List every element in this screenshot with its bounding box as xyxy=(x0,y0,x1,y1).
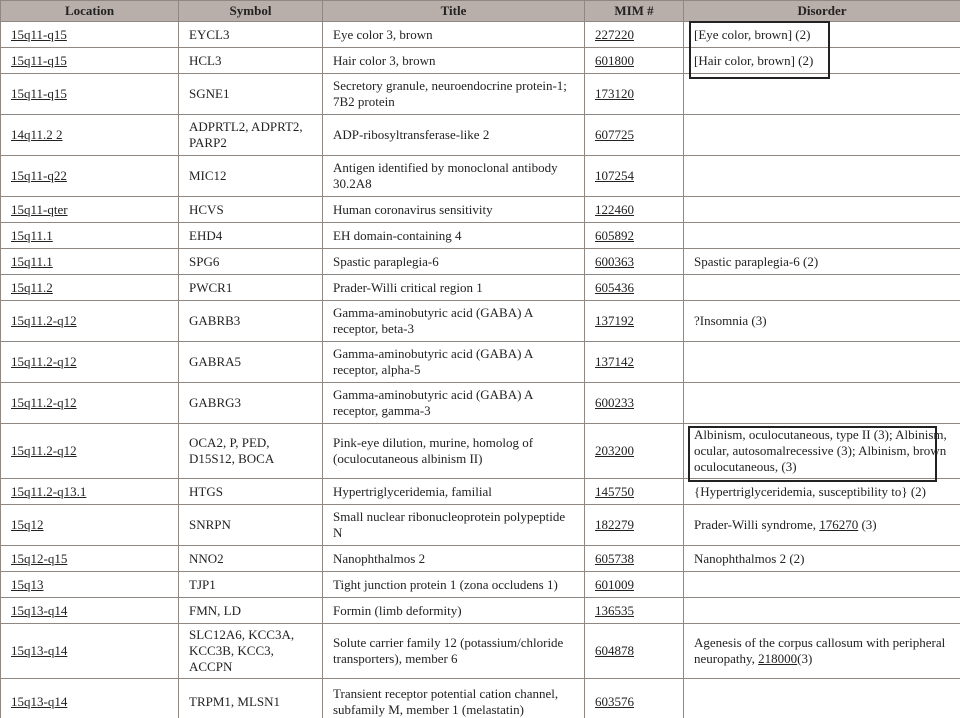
title-cell: Antigen identified by monoclonal antibody 30.2A8 xyxy=(323,156,585,197)
symbol-cell: FMN, LD xyxy=(179,598,323,624)
location-link[interactable]: 15q11-q22 xyxy=(1,156,179,197)
location-link[interactable]: 15q11.1 xyxy=(1,249,179,275)
symbol-cell: SNRPN xyxy=(179,505,323,546)
title-cell: Pink-eye dilution, murine, homolog of (oculocutaneous albinism II) xyxy=(323,424,585,479)
symbol-cell: GABRG3 xyxy=(179,383,323,424)
mim-link[interactable]: 227220 xyxy=(585,22,684,48)
location-link[interactable]: 15q11-q15 xyxy=(1,48,179,74)
symbol-cell: GABRA5 xyxy=(179,342,323,383)
table-row xyxy=(1,197,960,223)
symbol-cell: EHD4 xyxy=(179,223,323,249)
table-row xyxy=(1,275,960,301)
disorder-cell: [Hair color, brown] (2) xyxy=(684,48,960,74)
disorder-cell xyxy=(684,572,960,598)
disorder-cell xyxy=(684,624,960,679)
mim-link[interactable]: 122460 xyxy=(585,197,684,223)
header-symbol[interactable]: Symbol xyxy=(179,1,323,22)
location-link[interactable]: 15q11.2-q12 xyxy=(1,301,179,342)
table-row xyxy=(1,424,960,479)
mim-link[interactable]: 601800 xyxy=(585,48,684,74)
symbol-cell: TJP1 xyxy=(179,572,323,598)
title-cell: Hair color 3, brown xyxy=(323,48,585,74)
disorder-text: (3) xyxy=(797,651,813,666)
location-link[interactable]: 15q13-q14 xyxy=(1,624,179,679)
mim-link[interactable]: 600363 xyxy=(585,249,684,275)
header-title[interactable]: Title xyxy=(323,1,585,22)
title-cell: Gamma-aminobutyric acid (GABA) A receptor, beta-3 xyxy=(323,301,585,342)
title-cell: Prader-Willi critical region 1 xyxy=(323,275,585,301)
mim-link[interactable]: 605738 xyxy=(585,546,684,572)
title-cell: Spastic paraplegia-6 xyxy=(323,249,585,275)
location-link[interactable]: 15q11.2-q12 xyxy=(1,424,179,479)
title-cell: EH domain-containing 4 xyxy=(323,223,585,249)
disorder-cell: {Hypertriglyceridemia, susceptibility to} (2) xyxy=(684,479,960,505)
disorder-cell xyxy=(684,342,960,383)
disorder-text: (3) xyxy=(858,517,877,532)
disorder-cell xyxy=(684,74,960,115)
disorder-text: Prader-Willi syndrome, xyxy=(694,517,820,532)
disorder-text: Agenesis of the corpus callosum with peripheral neuropathy, xyxy=(694,635,946,666)
disorder-cell: Spastic paraplegia-6 (2) xyxy=(684,249,960,275)
location-link[interactable]: 15q13-q14 xyxy=(1,679,179,718)
disorder-cell: [Eye color, brown] (2) xyxy=(684,22,960,48)
disorder-cell: Albinism, oculocutaneous, type II (3); Albinism, ocular, autosomalrecessive (3); Albinism, brown oculocutaneous, (3) xyxy=(684,424,960,479)
disorder-cell xyxy=(684,598,960,624)
header-mim[interactable]: MIM # xyxy=(585,1,684,22)
symbol-cell: SLC12A6, KCC3A, KCC3B, KCC3, ACCPN xyxy=(179,624,323,679)
table-row xyxy=(1,546,960,572)
location-link[interactable]: 14q11.2 2 xyxy=(1,115,179,156)
title-cell: Tight junction protein 1 (zona occludens 1) xyxy=(323,572,585,598)
mim-link[interactable]: 203200 xyxy=(585,424,684,479)
title-cell: Human coronavirus sensitivity xyxy=(323,197,585,223)
disorder-cell xyxy=(684,197,960,223)
header-row xyxy=(1,1,960,22)
table-row xyxy=(1,383,960,424)
mim-link[interactable]: 603576 xyxy=(585,679,684,718)
location-link[interactable]: 15q11.2-q13.1 xyxy=(1,479,179,505)
location-link[interactable]: 15q12 xyxy=(1,505,179,546)
symbol-cell: ADPRTL2, ADPRT2, PARP2 xyxy=(179,115,323,156)
symbol-cell: MIC12 xyxy=(179,156,323,197)
title-cell: Solute carrier family 12 (potassium/chloride transporters), member 6 xyxy=(323,624,585,679)
disorder-cell xyxy=(684,115,960,156)
table-row xyxy=(1,156,960,197)
table-row xyxy=(1,48,960,74)
location-link[interactable]: 15q11.1 xyxy=(1,223,179,249)
header-disorder[interactable]: Disorder xyxy=(684,1,960,22)
disorder-cell xyxy=(684,505,960,546)
mim-link[interactable]: 107254 xyxy=(585,156,684,197)
symbol-cell: PWCR1 xyxy=(179,275,323,301)
symbol-cell: HCVS xyxy=(179,197,323,223)
mim-link[interactable]: 607725 xyxy=(585,115,684,156)
table-row xyxy=(1,22,960,48)
mim-link[interactable]: 136535 xyxy=(585,598,684,624)
location-link[interactable]: 15q11-q15 xyxy=(1,22,179,48)
location-link[interactable]: 15q11.2-q12 xyxy=(1,383,179,424)
title-cell: Small nuclear ribonucleoprotein polypeptide N xyxy=(323,505,585,546)
title-cell: Eye color 3, brown xyxy=(323,22,585,48)
location-link[interactable]: 15q13-q14 xyxy=(1,598,179,624)
mim-link[interactable]: 605892 xyxy=(585,223,684,249)
table-row xyxy=(1,115,960,156)
location-link[interactable]: 15q12-q15 xyxy=(1,546,179,572)
table-row xyxy=(1,598,960,624)
title-cell: ADP-ribosyltransferase-like 2 xyxy=(323,115,585,156)
table-row xyxy=(1,249,960,275)
table-row xyxy=(1,624,960,679)
disorder-cell xyxy=(684,383,960,424)
disorder-cell xyxy=(684,223,960,249)
table-row xyxy=(1,301,960,342)
location-link[interactable]: 15q11-q15 xyxy=(1,74,179,115)
disorder-cell: Nanophthalmos 2 (2) xyxy=(684,546,960,572)
symbol-cell: OCA2, P, PED, D15S12, BOCA xyxy=(179,424,323,479)
symbol-cell: NNO2 xyxy=(179,546,323,572)
title-cell: Gamma-aminobutyric acid (GABA) A receptor, gamma-3 xyxy=(323,383,585,424)
disorder-cell: ?Insomnia (3) xyxy=(684,301,960,342)
mim-link[interactable]: 137192 xyxy=(585,301,684,342)
disorder-cell xyxy=(684,275,960,301)
mim-link[interactable]: 137142 xyxy=(585,342,684,383)
mim-link[interactable]: 605436 xyxy=(585,275,684,301)
symbol-cell: HTGS xyxy=(179,479,323,505)
table-row xyxy=(1,223,960,249)
table-row xyxy=(1,679,960,718)
table-row xyxy=(1,342,960,383)
title-cell: Secretory granule, neuroendocrine protein-1; 7B2 protein xyxy=(323,74,585,115)
title-cell: Hypertriglyceridemia, familial xyxy=(323,479,585,505)
table-row xyxy=(1,74,960,115)
title-cell: Formin (limb deformity) xyxy=(323,598,585,624)
mim-link[interactable]: 173120 xyxy=(585,74,684,115)
location-link[interactable]: 15q13 xyxy=(1,572,179,598)
mim-link[interactable]: 600233 xyxy=(585,383,684,424)
disorder-cell xyxy=(684,156,960,197)
title-cell: Nanophthalmos 2 xyxy=(323,546,585,572)
location-link[interactable]: 15q11.2-q12 xyxy=(1,342,179,383)
symbol-cell: GABRB3 xyxy=(179,301,323,342)
symbol-cell: HCL3 xyxy=(179,48,323,74)
title-cell: Transient receptor potential cation channel, subfamily M, member 1 (melastatin) xyxy=(323,679,585,718)
header-location[interactable]: Location xyxy=(1,1,179,22)
table-row xyxy=(1,572,960,598)
table-row xyxy=(1,505,960,546)
disorder-mim-link[interactable]: 176270 xyxy=(819,517,859,532)
title-cell: Gamma-aminobutyric acid (GABA) A receptor, alpha-5 xyxy=(323,342,585,383)
symbol-cell: SPG6 xyxy=(179,249,323,275)
mim-link[interactable]: 604878 xyxy=(585,624,684,679)
location-link[interactable]: 15q11.2 xyxy=(1,275,179,301)
symbol-cell: EYCL3 xyxy=(179,22,323,48)
table-row xyxy=(1,479,960,505)
disorder-mim-link[interactable]: 218000 xyxy=(758,651,798,666)
mim-link[interactable]: 601009 xyxy=(585,572,684,598)
mim-link[interactable]: 182279 xyxy=(585,505,684,546)
disorder-cell xyxy=(684,679,960,718)
location-link[interactable]: 15q11-qter xyxy=(1,197,179,223)
mim-link[interactable]: 145750 xyxy=(585,479,684,505)
symbol-cell: TRPM1, MLSN1 xyxy=(179,679,323,718)
symbol-cell: SGNE1 xyxy=(179,74,323,115)
